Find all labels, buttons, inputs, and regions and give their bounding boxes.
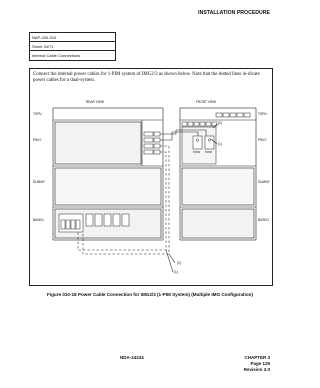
footer-revision: Revision 3.0: [243, 367, 270, 372]
page-header-title: INSTALLATION PROCEDURE: [198, 10, 270, 16]
right-dummy-label: SUMMY: [258, 180, 270, 184]
right-baseu-label: BASEU: [258, 218, 269, 222]
left-pim0-label: PIM 0: [33, 138, 42, 142]
front-view-label: FRONT VIEW: [196, 100, 216, 104]
rear-view-label: REAR VIEW: [86, 100, 104, 104]
right-pim0-label: PIM 0: [258, 138, 267, 142]
rear-pim-power-connectors: [144, 132, 160, 154]
footer-chapter: CHAPTER 3: [244, 355, 270, 360]
callout-1-top-label: (1): [218, 142, 222, 146]
intro-paragraph: Connect the internal power cables for 1-PIM system of IMG2/3 as shown below. Note that the dotted lines in-dicate power cables for a dual-system.: [33, 72, 260, 84]
left-topu-label: TOPU: [33, 112, 42, 116]
right-topu-label: TOPU: [258, 112, 267, 116]
footer-doc-number: NDA-24234: [120, 355, 144, 360]
info-box-sheet: Sheet 34/71: [30, 42, 115, 51]
info-box-procedure-id: NAP-200-010: [30, 33, 115, 42]
pwr-module-1-label: PWR: [193, 150, 200, 154]
footer-page: Page 129: [250, 361, 270, 366]
info-box-subject: Internal Cable Connections: [32, 52, 81, 58]
front-pim-card-slots: [182, 113, 250, 164]
callout-1-label: (1): [174, 270, 178, 274]
left-dummy-label: DUMMY: [33, 180, 46, 184]
callout-2-label: (2): [177, 261, 181, 265]
pwr-module-2-label: PWR: [205, 150, 212, 154]
figure-caption: Figure 010-18 Power Cable Connection for IMG2/3 (1-PIM System) (Multiple IMG Configuration): [47, 292, 253, 297]
callout-2-top-label: (2): [218, 121, 222, 125]
callout-1-bottom-leader: [166, 250, 173, 272]
left-baseu-label: BASEU: [33, 218, 44, 222]
